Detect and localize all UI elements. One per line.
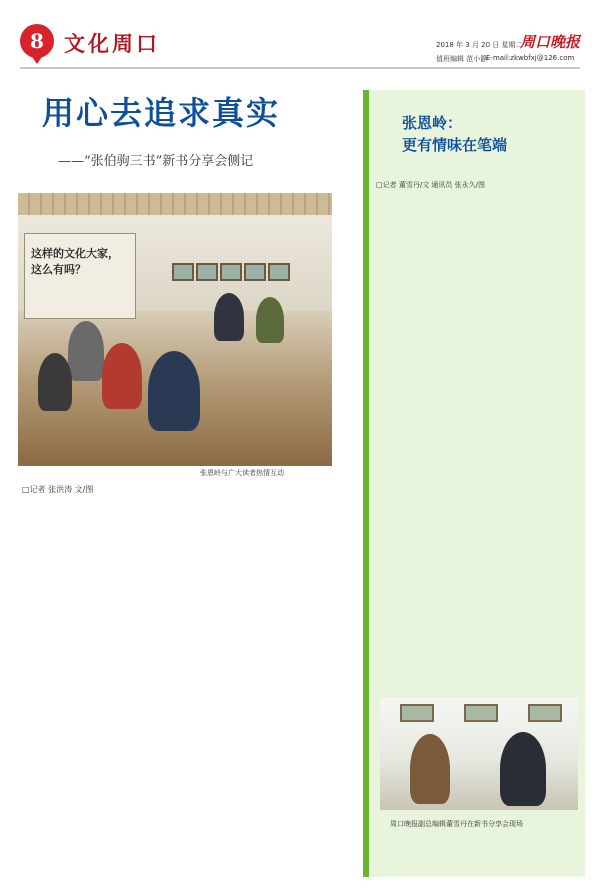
section-title: 文化周口 bbox=[64, 31, 160, 56]
page-number-badge: 8 bbox=[20, 24, 54, 58]
wall-frame bbox=[196, 263, 218, 281]
wall-frame bbox=[400, 704, 434, 722]
photo-display-board: 这样的文化大家，这么有吗？ bbox=[24, 233, 136, 319]
duty-editor: 值班编辑 范小静 bbox=[436, 55, 488, 63]
issue-date: 2018 年 3 月 20 日 星期二 bbox=[436, 41, 523, 49]
article-subtitle: ——“张伯驹三书”新书分享会侧记 bbox=[58, 154, 254, 169]
photo-person bbox=[256, 297, 284, 343]
wall-frame bbox=[244, 263, 266, 281]
photo-caption: 张恩岭与广大读者热情互动 bbox=[200, 469, 284, 477]
wall-frame bbox=[268, 263, 290, 281]
photo-person bbox=[148, 351, 200, 431]
header-rule bbox=[20, 67, 580, 69]
sidebar-photo bbox=[380, 698, 578, 810]
photo-person bbox=[102, 343, 142, 409]
photo-person bbox=[410, 734, 450, 804]
photo-person bbox=[68, 321, 104, 381]
wall-frame bbox=[220, 263, 242, 281]
wall-frame bbox=[172, 263, 194, 281]
page-header bbox=[0, 0, 600, 70]
wall-frame bbox=[464, 704, 498, 722]
photo-person bbox=[214, 293, 244, 341]
editor-email: E-mail:zkwbfxj@126.com bbox=[486, 54, 575, 62]
photo-person bbox=[38, 353, 72, 411]
sidebar-title-line1: 张恩岭： bbox=[402, 114, 463, 132]
sidebar-title bbox=[402, 112, 582, 156]
article-title: 用心去追求真实 bbox=[42, 94, 281, 132]
sidebar-byline: □记者 董雪丹/文 通讯员 张永久/图 bbox=[376, 181, 486, 189]
photo-ceiling bbox=[18, 193, 332, 215]
photo-person bbox=[500, 732, 546, 806]
wall-frame bbox=[528, 704, 562, 722]
sidebar-photo-caption: 周口晚报副总编辑董雪丹在新书分享会现场 bbox=[390, 820, 523, 828]
article-byline: □记者 张洪涛 文/图 bbox=[22, 485, 94, 494]
newspaper-logo: 周口晚报 bbox=[520, 33, 581, 51]
event-photo bbox=[18, 193, 332, 466]
sidebar-title-line2: 更有情味在笔端 bbox=[402, 136, 508, 154]
